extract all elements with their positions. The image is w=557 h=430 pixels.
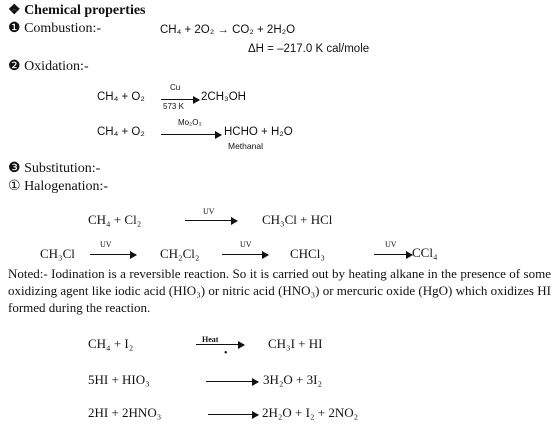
combustion-enthalpy: ΔH = –217.0 K cal/mole xyxy=(248,43,370,55)
methanal-label: Methanal xyxy=(228,141,263,151)
oxidation-eq2-products: HCHO + H₂O xyxy=(224,126,293,138)
chain-arrow1-uv-label: UV xyxy=(100,240,112,249)
iodination-eq3-products: 2H₂O + I₂ + 2NO₂ xyxy=(262,405,359,420)
halogenation-heading xyxy=(8,178,108,195)
oxidation-eq2-catalyst: Mo₂O₃ xyxy=(178,118,202,127)
iodination-eq1-arrow xyxy=(196,344,244,345)
combustion-label: Combustion:- xyxy=(24,21,102,36)
chain-arrow3-uv-label: UV xyxy=(385,240,397,249)
halogenation-eq1-products: CH₃Cl + HCl xyxy=(262,212,333,227)
iodination-eq1-heat-label: Heat xyxy=(202,335,219,344)
section-heading xyxy=(8,2,146,19)
iodination-eq2-products: 3H₂O + 3I₂ xyxy=(263,372,323,387)
chain-arrow-3 xyxy=(374,254,412,255)
number-2-icon: ❷ xyxy=(8,59,21,74)
iodination-eq3-arrow xyxy=(208,414,258,415)
iodination-eq3-reactants: 2HI + 2HNO₃ xyxy=(88,405,162,420)
iodination-eq2-reactants: 5HI + HIO₃ xyxy=(88,372,150,387)
oxidation-heading xyxy=(8,58,89,75)
chain-ch3cl: CH₃Cl xyxy=(40,246,75,261)
page-title: Chemical properties xyxy=(24,3,146,18)
oxidation-eq1-product: 2CH₃OH xyxy=(201,91,246,103)
circled-1-icon: ① xyxy=(8,179,21,194)
combustion-equation: CH₄ + 2O₂ → CO₂ + 2H₂O xyxy=(160,24,296,36)
chain-ch2cl2: CH₂Cl₂ xyxy=(160,246,200,261)
iodination-eq2-arrow xyxy=(206,381,258,382)
diamond-bullet-icon: ❖ xyxy=(8,3,21,18)
oxidation-eq2-arrow xyxy=(161,134,221,135)
iodination-dot: • xyxy=(224,348,228,359)
chain-chcl3: CHCl₃ xyxy=(290,246,325,261)
number-1-icon: ❶ xyxy=(8,21,21,36)
chain-arrow-2 xyxy=(222,254,268,255)
oxidation-eq2-reactants: CH₄ + O₂ xyxy=(97,126,145,138)
oxidation-label: Oxidation:- xyxy=(24,59,89,74)
halogenation-eq1-uv-label: UV xyxy=(203,207,215,216)
halogenation-eq1-arrow xyxy=(185,220,237,221)
iodination-eq1-reactants: CH₄ + I₂ xyxy=(88,336,134,351)
oxidation-eq1-condition: 573 K xyxy=(163,102,184,111)
oxidation-eq1-reactants: CH₄ + O₂ xyxy=(97,91,145,103)
substitution-heading xyxy=(8,160,100,177)
halogenation-eq1-reactants: CH₄ + Cl₂ xyxy=(88,212,142,227)
iodination-eq1-products: CH₃I + HI xyxy=(268,336,323,351)
oxidation-eq1-arrow xyxy=(161,99,199,100)
substitution-label: Substitution:- xyxy=(24,161,101,176)
oxidation-eq1-catalyst: Cu xyxy=(170,83,181,92)
chain-arrow2-uv-label: UV xyxy=(240,240,252,249)
combustion-heading xyxy=(8,20,101,37)
iodination-note: Noted:- Iodination is a reversible reaction. So it is carried out by heating alkane in the presence of some oxidizing agent like iodic acid (HIO₃) or nitric acid (HNO₃) or mercuric oxide (HgO) which oxidizes HI formed during the reaction. xyxy=(8,266,551,315)
chain-arrow-1 xyxy=(90,254,136,255)
chain-ccl4: CCl₄ xyxy=(412,245,438,260)
number-3-icon: ❸ xyxy=(8,161,21,176)
halogenation-label: Halogenation:- xyxy=(24,179,109,194)
